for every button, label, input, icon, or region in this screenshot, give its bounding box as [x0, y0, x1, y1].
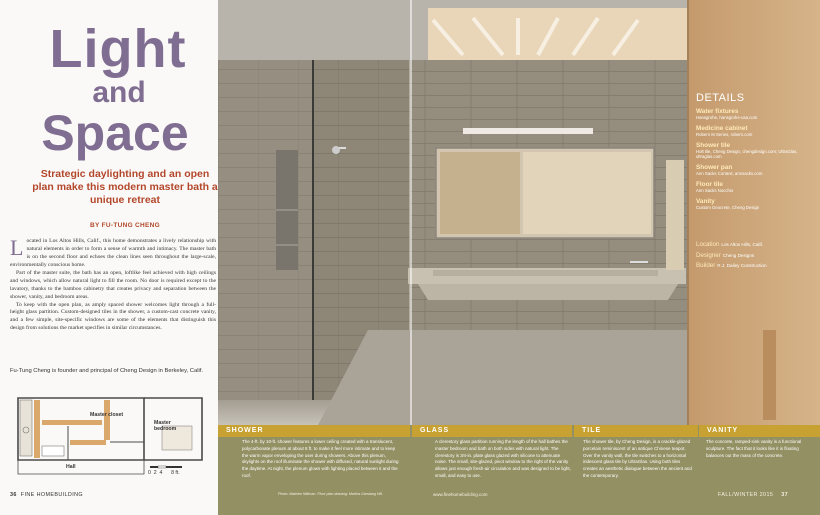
byline: BY FU-TUNG CHENG [89, 222, 161, 229]
details-item [696, 125, 816, 138]
details-title: DETAILS [696, 92, 745, 104]
caption-head-vanity: VANITY [699, 425, 820, 437]
credit-builder-value: R.J. Dailey Construction [717, 263, 767, 269]
credit-builder-label: Builder [696, 262, 716, 270]
details-item-value: Ann Sacks Context, annsacks.com [696, 171, 763, 177]
bathroom-photo [218, 0, 820, 425]
details-item-label: Vanity [696, 197, 715, 205]
paragraph-1 [10, 235, 216, 270]
credit-location-label: Location [696, 241, 720, 248]
credit-location [696, 240, 816, 251]
credit-builder [696, 261, 816, 272]
details-item-value: Custom Geocrete, Cheng Design [696, 204, 760, 210]
author-bio: Fu-Tung Cheng is founder and principal of Cheng Design in Berkeley, Calif. [10, 368, 204, 374]
details-item [696, 142, 816, 161]
details-item [696, 108, 816, 121]
magazine-name: FINE HOMEBUILDING [20, 492, 84, 498]
headline-word-and: and [92, 76, 146, 109]
plan-label-hall: Hall [66, 464, 76, 470]
plan-scale: 0 2 4 8 ft. [148, 470, 180, 476]
details-item-label: Medicine cabinet [696, 124, 748, 132]
credit-designer [696, 251, 816, 262]
details-item-label: Shower tile [696, 141, 731, 149]
details-item [696, 181, 816, 194]
floor-plan-drawing [12, 390, 212, 478]
details-item-value: Hansgrohe, hansgrohe-usa.com [696, 115, 758, 120]
plan-label-closet: Master closet [90, 412, 124, 418]
details-item-value: Ann Sacks Nocchio [696, 187, 734, 193]
page-number-right: 37 [781, 492, 789, 498]
caption-text-tile: The shower tile, by Cheng Design, is a crackle-glazed porcelain reminiscent of an antique Chinese teapot. Over the vanity wall, the tile switches to a horizontal iridescent glass tile by UltraGlas. Using both tiles creates an aesthetic dialogue between the ancient and the contemporary. [583, 439, 692, 478]
project-credits [696, 240, 816, 272]
caption-head-tile: TILE [574, 425, 698, 437]
details-item-label: Floor tile [696, 180, 723, 188]
plan-label-bedroom: Master bedroom [154, 420, 177, 433]
headline-word-light: Light [49, 19, 187, 79]
paragraph-1-text: ocated in Los Altos Hills, Calif., this home demonstrates a lively relationship with natural elements in order to form a sense of warmth and intimacy. The master bath is on the second floor and echoes the clean lines seen throughout the large-scale, environmentally conscious home. [10, 238, 216, 268]
details-item-label: Water fixtures [696, 108, 739, 115]
details-item [696, 198, 816, 211]
caption-text-vanity: The concrete, ramped-sink vanity is a functional sculpture. The fact that it looks like it is floating balances out the mass of the concrete. [706, 439, 802, 458]
drop-cap: L [10, 235, 24, 260]
article-body [10, 235, 216, 333]
caption-head-shower: SHOWER [218, 425, 410, 437]
folio-left [10, 492, 83, 498]
deck: Strategic daylighting and an open plan make this modern master bath a unique retreat [32, 168, 218, 207]
details-item-value: Robern M Series, robern.com [696, 131, 753, 137]
issue-date: FALL/WINTER 2015 [718, 492, 774, 498]
caption-text-glass: A clerestory glass partition running the length of the hall bathes the master bedroom and bath on both sides with natural light. The clerestory is 3⁄4-in. plate glass glazed with silicone to attenuate noise. The small, site-glazed, pivot window to the right of the vanity allows just enough fresh-air circulation and was designed to be light, small, and easy to use. [435, 439, 571, 478]
left-page [0, 0, 218, 515]
credit-location-value: Los Altos Hills, Calif. [721, 242, 764, 247]
page-number-left: 36 [10, 492, 17, 498]
photo-credit: Photo: Mathew Millman. Floor plan drawing: Martha Garstang Hill. [278, 492, 383, 496]
headline [0, 19, 218, 161]
details-item-value: Holt tile, Cheng Design, chengdesign.com; UltraGlas, ultraglas.com [696, 148, 798, 160]
bathroom-photo-drawing [218, 0, 820, 425]
details-panel [696, 92, 816, 211]
credit-designer-value: Cheng Designs [722, 252, 755, 258]
caption-text-shower: The 4-ft. by 10-ft. shower features a lower ceiling created with a translucent, polycarbonate plenum at about 8 ft. to make it feel more intimate and to keep the warm vapor enveloping the user during showers. Above this plenum, skylights on the roof illuminate the shower with diffused, natural sunlight during the daytime. At night, the plenum glows with lighting placed between it and the roof. [242, 439, 399, 478]
headline-word-space: Space [41, 105, 189, 161]
caption-head-glass: GLASS [412, 425, 572, 437]
details-item-label: Shower pan [696, 164, 733, 172]
paragraph-2: Part of the master suite, the bath has an open, loftlike feel achieved with high ceilings and windows, which allow natural light to fill the room. No door is required except to the lavatory, thanks to the bamboo cabinetry that creates privacy and separation between the shower, vanity, and bedroom areas. [10, 269, 216, 300]
paragraph-3: To keep with the open plan, as amply spaced shower welcomes light through a full-height glass partition. Custom-designed tiles in the shower, a custom-cast concrete vanity, and a few simple, site-specific windows are some of the elements that distinguish this design from solutions the market specifies in similar circumstances. [10, 301, 216, 332]
floor-plan [12, 390, 212, 478]
details-item [696, 164, 816, 177]
website-link[interactable]: www.finehomebuilding.com [433, 492, 488, 497]
credit-designer-label: Designer [696, 251, 721, 259]
folio-right [718, 492, 788, 498]
